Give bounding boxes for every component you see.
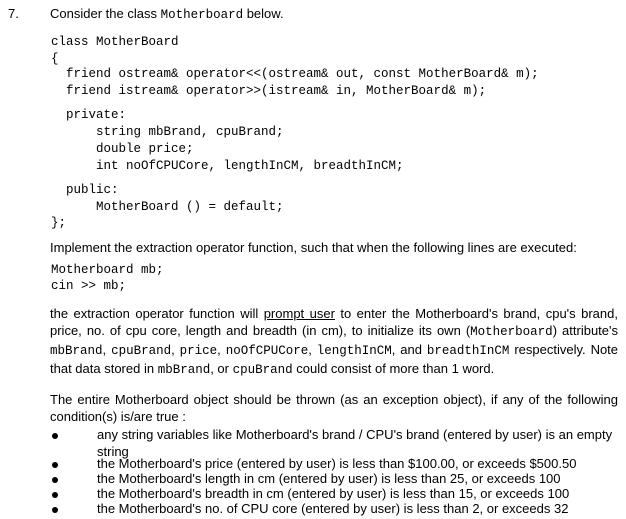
intro-suffix: below.	[243, 6, 284, 21]
code-line: friend ostream& operator<<(ostream& out, const MotherBoard& m);	[51, 67, 539, 81]
para-text: the extraction operator function will	[50, 306, 264, 321]
prompt-user-underlined: prompt user	[263, 306, 335, 321]
condition-item: the Motherboard's length in cm (entered by user) is less than 25, or exceeds 100	[97, 471, 561, 486]
code-line: public:	[51, 183, 119, 197]
inline-code: cpuBrand	[232, 363, 293, 377]
bullet-icon	[52, 462, 58, 468]
para-text: to enter the Motherboard's brand, cpu's brand, price, no. of cpu core, length and breadth (in cm), to initialize its own (	[50, 306, 618, 338]
condition-item: the Motherboard's price (entered by user) is less than $100.00, or exceeds $500.50	[97, 456, 577, 471]
intro-class-name: Motherboard	[160, 8, 244, 22]
bullet-icon	[52, 507, 58, 513]
extraction-description-paragraph	[50, 305, 618, 379]
code-line: MotherBoard () = default;	[51, 200, 284, 214]
para-text: , or	[210, 361, 233, 376]
para-text: ,	[217, 342, 226, 357]
para-text: ,	[308, 342, 317, 357]
para-text: ) attribute's	[552, 323, 619, 338]
code-line: {	[51, 52, 59, 66]
exec-code-line: cin >> mb;	[51, 279, 127, 293]
code-line: class MotherBoard	[51, 35, 179, 49]
condition-item: any string variables like Motherboard's brand / CPU's brand (entered by user) is an empty string	[97, 427, 613, 459]
inline-code: cpuBrand	[111, 344, 172, 358]
instruction-text: Implement the extraction operator function, such that when the following lines are executed:	[50, 240, 577, 255]
bullet-icon	[52, 492, 58, 498]
inline-code: breadthInCM	[426, 344, 510, 358]
bullet-icon	[52, 477, 58, 483]
intro-prefix: Consider the class	[50, 6, 161, 21]
para-text: respectively. Note that data stored in	[50, 342, 619, 376]
exec-code-line: Motherboard mb;	[51, 263, 164, 277]
inline-code: mbBrand	[157, 363, 211, 377]
para-text: ,	[102, 342, 112, 357]
code-line: double price;	[51, 142, 194, 156]
code-line: private:	[51, 108, 127, 122]
code-line: };	[51, 216, 67, 230]
para-text: ,	[171, 342, 180, 357]
code-line: string mbBrand, cpuBrand;	[51, 125, 284, 139]
code-line: friend istream& operator>>(istream& in, MotherBoard& m);	[51, 84, 487, 98]
bullet-icon	[52, 433, 58, 439]
exception-conditions-paragraph: The entire Motherboard object should be thrown (as an exception object), if any of the following condition(s) is/are true :	[50, 392, 618, 424]
inline-code: price	[179, 344, 218, 358]
condition-item: the Motherboard's breadth in cm (entered by user) is less than 15, or exceeds 100	[97, 486, 570, 501]
question-intro	[50, 6, 284, 22]
code-line: int noOfCPUCore, lengthInCM, breadthInCM;	[51, 159, 404, 173]
inline-code: lengthInCM	[316, 344, 392, 358]
para-text: could consist of more than 1 word.	[292, 361, 495, 376]
condition-item: the Motherboard's no. of CPU core (entered by user) is less than 2, or exceeds 32	[97, 501, 569, 516]
inline-code: Motherboard	[470, 325, 553, 339]
question-number: 7.	[8, 6, 19, 21]
para-text: , and	[391, 342, 427, 357]
inline-code: noOfCPUCore	[225, 344, 309, 358]
inline-code: mbBrand	[50, 344, 103, 358]
